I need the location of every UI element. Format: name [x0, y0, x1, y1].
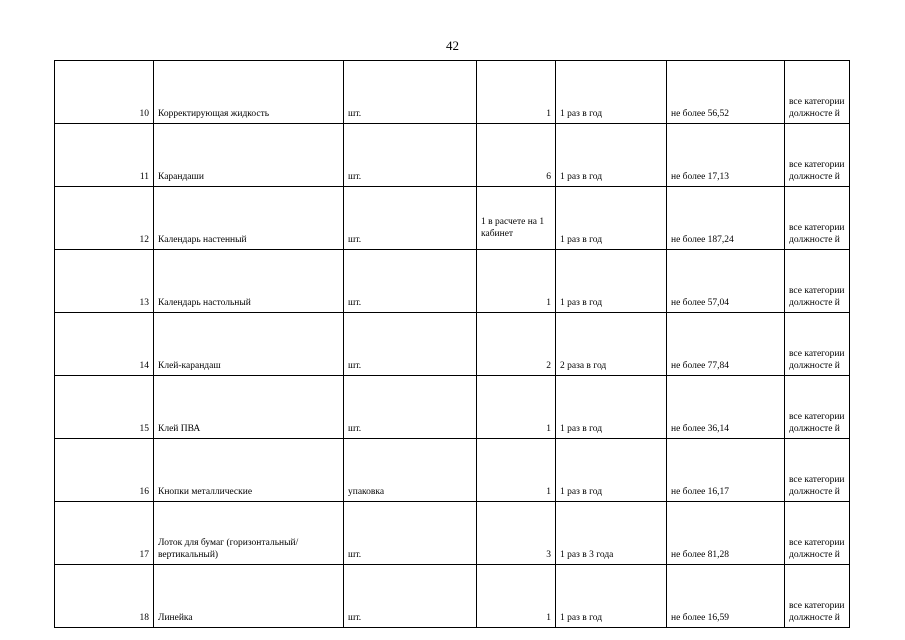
item-name: Карандаши	[154, 124, 344, 187]
price-limit: не более 36,14	[667, 376, 785, 439]
table-row	[55, 124, 850, 187]
period: 1 раз в год	[556, 439, 667, 502]
table-row	[55, 187, 850, 250]
price-limit: не более 187,24	[667, 187, 785, 250]
item-name: Клей-карандаш	[154, 313, 344, 376]
quantity: 6	[477, 124, 556, 187]
row-number: 12	[55, 187, 154, 250]
quantity: 1	[477, 376, 556, 439]
employee-category: все категории должносте й	[785, 565, 850, 628]
row-number: 17	[55, 502, 154, 565]
employee-category: все категории должносте й	[785, 61, 850, 124]
row-number: 10	[55, 61, 154, 124]
unit: шт.	[344, 250, 477, 313]
period: 1 раз в 3 года	[556, 502, 667, 565]
supply-norms-table	[54, 60, 850, 628]
unit: упаковка	[344, 439, 477, 502]
price-limit: не более 81,28	[667, 502, 785, 565]
table-row	[55, 439, 850, 502]
quantity: 1	[477, 61, 556, 124]
period: 1 раз в год	[556, 124, 667, 187]
item-name: Календарь настольный	[154, 250, 344, 313]
period: 1 раз в год	[556, 250, 667, 313]
price-limit: не более 57,04	[667, 250, 785, 313]
period: 1 раз в год	[556, 61, 667, 124]
row-number: 16	[55, 439, 154, 502]
item-name: Клей ПВА	[154, 376, 344, 439]
quantity: 2	[477, 313, 556, 376]
quantity: 1	[477, 565, 556, 628]
employee-category: все категории должносте й	[785, 250, 850, 313]
page-number: 42	[446, 38, 459, 53]
quantity: 3	[477, 502, 556, 565]
price-limit: не более 17,13	[667, 124, 785, 187]
item-name: Корректирующая жидкость	[154, 61, 344, 124]
row-number: 14	[55, 313, 154, 376]
table-row	[55, 61, 850, 124]
table-row	[55, 250, 850, 313]
unit: шт.	[344, 124, 477, 187]
row-number: 18	[55, 565, 154, 628]
quantity-note: 1 в расчете на 1 кабинет	[481, 217, 545, 239]
employee-category: все категории должносте й	[785, 313, 850, 376]
quantity: 1	[477, 439, 556, 502]
period: 1 раз в год	[556, 376, 667, 439]
row-number: 13	[55, 250, 154, 313]
unit: шт.	[344, 376, 477, 439]
employee-category: все категории должносте й	[785, 187, 850, 250]
table-row	[55, 502, 850, 565]
unit: шт.	[344, 61, 477, 124]
period: 2 раза в год	[556, 313, 667, 376]
price-limit: не более 77,84	[667, 313, 785, 376]
unit: шт.	[344, 313, 477, 376]
employee-category: все категории должносте й	[785, 439, 850, 502]
unit: шт.	[344, 502, 477, 565]
unit: шт.	[344, 187, 477, 250]
table-row	[55, 376, 850, 439]
quantity: 1	[477, 250, 556, 313]
price-limit: не более 16,59	[667, 565, 785, 628]
table-row	[55, 313, 850, 376]
item-name: Календарь настенный	[154, 187, 344, 250]
item-name: Кнопки металлические	[154, 439, 344, 502]
quantity	[477, 187, 556, 250]
item-name: Линейка	[154, 565, 344, 628]
employee-category: все категории должносте й	[785, 502, 850, 565]
price-limit: не более 56,52	[667, 61, 785, 124]
unit: шт.	[344, 565, 477, 628]
row-number: 15	[55, 376, 154, 439]
employee-category: все категории должносте й	[785, 124, 850, 187]
period: 1 раз в год	[556, 187, 667, 250]
item-name: Лоток для бумаг (горизонтальный/вертикальный)	[154, 502, 344, 565]
table-row	[55, 565, 850, 628]
row-number: 11	[55, 124, 154, 187]
price-limit: не более 16,17	[667, 439, 785, 502]
employee-category: все категории должносте й	[785, 376, 850, 439]
period: 1 раз в год	[556, 565, 667, 628]
